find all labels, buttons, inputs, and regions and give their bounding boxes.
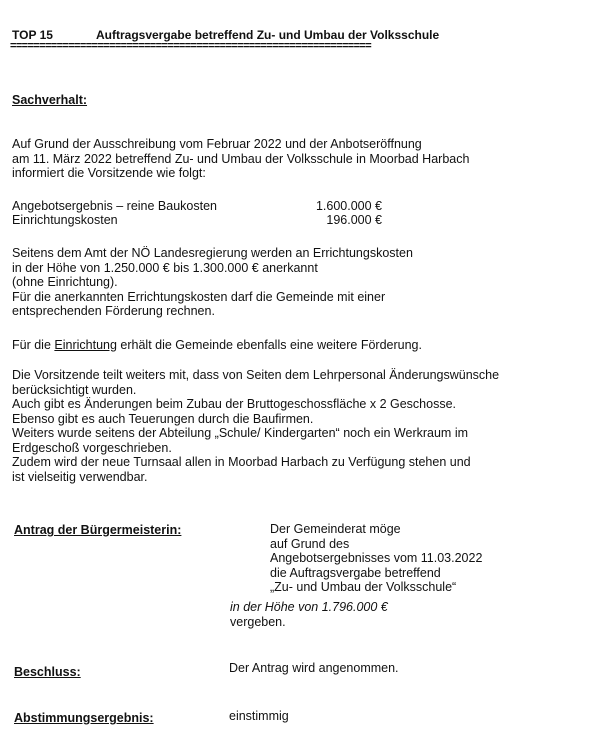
changes-line: Weiters wurde seitens der Abteilung „Schule/ Kindergarten“ noch ein Werkraum im xyxy=(12,426,469,440)
changes-line: Die Vorsitzende teilt weiters mit, dass von Seiten dem Lehrpersonal Änderungswünsche xyxy=(12,368,500,382)
intro-paragraph xyxy=(12,137,469,181)
funding-line: (ohne Einrichtung). xyxy=(12,275,118,289)
changes-line: Zudem wird der neue Turnsaal allen in Moorbad Harbach zu Verfügung stehen und xyxy=(12,455,471,469)
antrag-text xyxy=(270,522,482,595)
einrichtung-underlined: Einrichtung xyxy=(54,338,117,352)
antrag-heading: Antrag der Bürgermeisterin: xyxy=(14,523,182,537)
antrag-line: auf Grund des xyxy=(270,536,350,551)
einrichtung-text-before: Für die xyxy=(12,338,55,352)
changes-line: Auch gibt es Änderungen beim Zubau der Bruttogeschossfläche x 2 Geschosse. xyxy=(12,397,457,411)
cost-label-baukosten: Angebotsergebnis – reine Baukosten xyxy=(12,199,218,213)
agenda-item-title: Auftragsvergabe betreffend Zu- und Umbau der Volksschule xyxy=(96,28,440,42)
changes-paragraph xyxy=(12,368,499,484)
antrag-line: Der Gemeinderat möge xyxy=(270,522,401,536)
antrag-line: die Auftragsvergabe betreffend xyxy=(270,565,441,580)
funding-line: Für die anerkannten Errichtungskosten darf die Gemeinde mit einer xyxy=(12,289,386,304)
antrag-amount: in der Höhe von 1.796.000 € xyxy=(230,600,388,614)
einrichtung-paragraph xyxy=(12,338,422,353)
intro-line: Auf Grund der Ausschreibung vom Februar 2022 und der Anbotseröffnung xyxy=(12,137,422,151)
antrag-closing: vergeben. xyxy=(230,615,286,629)
intro-line: informiert die Vorsitzende wie folgt: xyxy=(12,166,206,180)
funding-line: entsprechenden Förderung rechnen. xyxy=(12,304,215,318)
abstimmung-heading: Abstimmungsergebnis: xyxy=(14,711,154,725)
intro-line: am 11. März 2022 betreffend Zu- und Umbau der Volksschule in Moorbad Harbach xyxy=(12,151,470,166)
einrichtung-text-after: erhält die Gemeinde ebenfalls eine weitere Förderung. xyxy=(116,338,422,352)
funding-paragraph xyxy=(12,246,413,319)
abstimmung-text: einstimmig xyxy=(229,709,289,723)
changes-line: Erdgeschoß vorgeschrieben. xyxy=(12,440,172,455)
cost-value-baukosten: 1.600.000 € xyxy=(315,199,382,213)
funding-line: in der Höhe von 1.250.000 € bis 1.300.000 € anerkannt xyxy=(12,260,318,275)
changes-line: Ebenso gibt es auch Teuerungen durch die Baufirmen. xyxy=(12,411,314,426)
changes-line: ist vielseitig verwendbar. xyxy=(12,469,148,484)
changes-line: berücksichtigt wurden. xyxy=(12,382,137,397)
beschluss-heading: Beschluss: xyxy=(14,665,81,679)
beschluss-text: Der Antrag wird angenommen. xyxy=(229,661,399,675)
sachverhalt-heading: Sachverhalt: xyxy=(12,93,88,107)
agenda-item-number: TOP 15 xyxy=(12,28,53,42)
funding-line: Seitens dem Amt der NÖ Landesregierung werden an Errichtungskosten xyxy=(12,246,413,260)
cost-value-einrichtung: 196.000 € xyxy=(326,213,382,227)
title-rule: ============================================================== xyxy=(10,40,372,52)
antrag-line: Angebotsergebnisses vom 11.03.2022 xyxy=(270,551,483,565)
antrag-line: „Zu- und Umbau der Volksschule“ xyxy=(270,580,457,594)
cost-label-einrichtung: Einrichtungskosten xyxy=(12,213,118,227)
